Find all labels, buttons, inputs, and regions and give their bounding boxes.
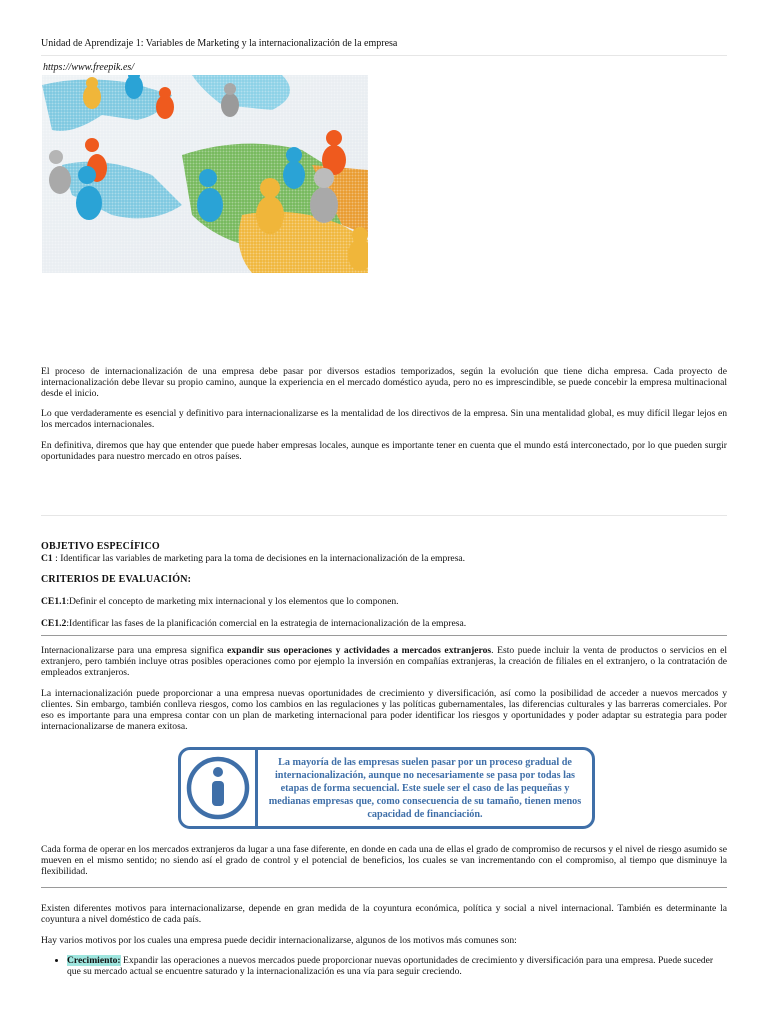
motive-label: Crecimiento: <box>67 955 121 966</box>
motive-text: Expandir las operaciones a nuevos mercados puede proporcionar nuevas oportunidades de crecimiento y diversificación para una empresa. Puede suceder que su mercado actual se encuentre saturado y la internacionalización es una vía para seguir creciendo. <box>67 955 714 977</box>
callout-text: La mayoría de las empresas suelen pasar por un proceso gradual de internacionalización, aunque no necesariamente se pasa por todas las etapas de forma secuencial. Este suele ser el caso de las pequeñas y medianas empresas que, como consecuencia de su tamaño, tienen menos capacidad de financiación. <box>268 757 582 820</box>
intro-paragraph-1: El proceso de internacionalización de una empresa debe pasar por diversos estadios temporizados, según la evolución que tiene dicha empresa. Cada proyecto de internacionalización debe llevar su propio camino, aunque la experiencia en el mercado doméstico ayuda, pero no es imprescindible, se puede concebir la empresa multinacional desde el inicio. <box>41 366 727 399</box>
list-item <box>67 955 727 977</box>
criteria-text: :Identificar las fases de la planificación comercial en la estrategia de internacionalización de la empresa. <box>66 618 467 629</box>
definition-text-end: . Esto puede incluir la venta de productos o servicios en el extranjero, pero también incluye otras posibles operaciones como por ejemplo la inversión en compañías extranjeras, la creación de filiales en el extranjero, o la contratación de empleados extranjeros. <box>41 645 727 678</box>
body-paragraph-motives: Existen diferentes motivos para internacionalizarse, depende en gran medida de la coyuntura económica, política y social a nivel internacional. También es determinante la coyuntura a nivel doméstico de cada país. <box>41 903 727 925</box>
objective-text: : Identificar las variables de marketing para la toma de decisiones en la internacionalización de la empresa. <box>52 553 466 564</box>
body-paragraph-definition <box>41 645 727 678</box>
objective-heading: OBJETIVO ESPECÍFICO <box>41 541 160 552</box>
criteria-item <box>41 596 727 607</box>
info-icon <box>181 750 258 826</box>
motives-list <box>41 955 727 977</box>
criteria-text: :Definir el concepto de marketing mix internacional y los elementos que lo componen. <box>66 596 399 607</box>
info-callout <box>178 747 595 829</box>
intro-paragraph-3: En definitiva, diremos que hay que entender que puede haber empresas locales, aunque es importante tener en cuenta que el mundo está interconectado, por lo que pueden surgir oportunidades para nuestro mercado en otros países. <box>41 440 727 462</box>
criteria-code: CE1.2 <box>41 618 67 629</box>
definition-emphasis: expandir sus operaciones y actividades a mercados extranjeros <box>227 645 492 656</box>
objective-line <box>41 553 727 564</box>
criteria-item <box>41 618 727 629</box>
map-pawns-photo <box>42 75 368 273</box>
criteria-divider <box>41 635 727 636</box>
image-source-link[interactable]: https://www.freepik.es/ <box>43 62 135 73</box>
criteria-code: CE1.1 <box>41 596 67 607</box>
objective-code: C1 <box>41 553 53 564</box>
page-header-title: Unidad de Aprendizaje 1: Variables de Marketing y la internacionalización de la empresa <box>41 38 398 49</box>
phases-divider <box>41 887 727 888</box>
header-divider <box>41 55 727 56</box>
body-paragraph-phases: Cada forma de operar en los mercados extranjeros da lugar a una fase diferente, en donde en cada una de ellas el grado de compromiso de recursos y el nivel de riesgo asumido se mueven en el mismo sentido; no siendo así el grado de control y el potencial de beneficios, los cuales se van incrementando con el compromiso, al tiempo que disminuye la flexibilidad. <box>41 844 727 877</box>
body-paragraph-motives-intro: Hay varios motivos por los cuales una empresa puede decidir internacionalizarse, algunos de los motivos más comunes son: <box>41 935 517 946</box>
criteria-heading: CRITERIOS DE EVALUACIÓN: <box>41 574 192 585</box>
intro-paragraph-2: Lo que verdaderamente es esencial y definitivo para internacionalizarse es la mentalidad de los directivos de la empresa. Sin una mentalidad global, es muy difícil llegar lejos en los mercados internacionales. <box>41 408 727 430</box>
body-paragraph-opportunities: La internacionalización puede proporcionar a una empresa nuevas oportunidades de crecimiento y diversificación, así como la posibilidad de acceder a nuevos mercados y clientes. Sin embargo, también conlleva riesgos, como los cambios en las regulaciones y las políticas gubernamentales, las diferencias culturales y las barreras comerciales. Por eso es importante para una empresa contar con un plan de marketing internacional para poder identificar los riesgos y oportunidades y poder adaptar su estrategia para poder internacionalizarse de manera exitosa. <box>41 688 727 732</box>
definition-text-start: Internacionalizarse para una empresa significa <box>41 645 228 656</box>
section-divider <box>41 515 727 516</box>
